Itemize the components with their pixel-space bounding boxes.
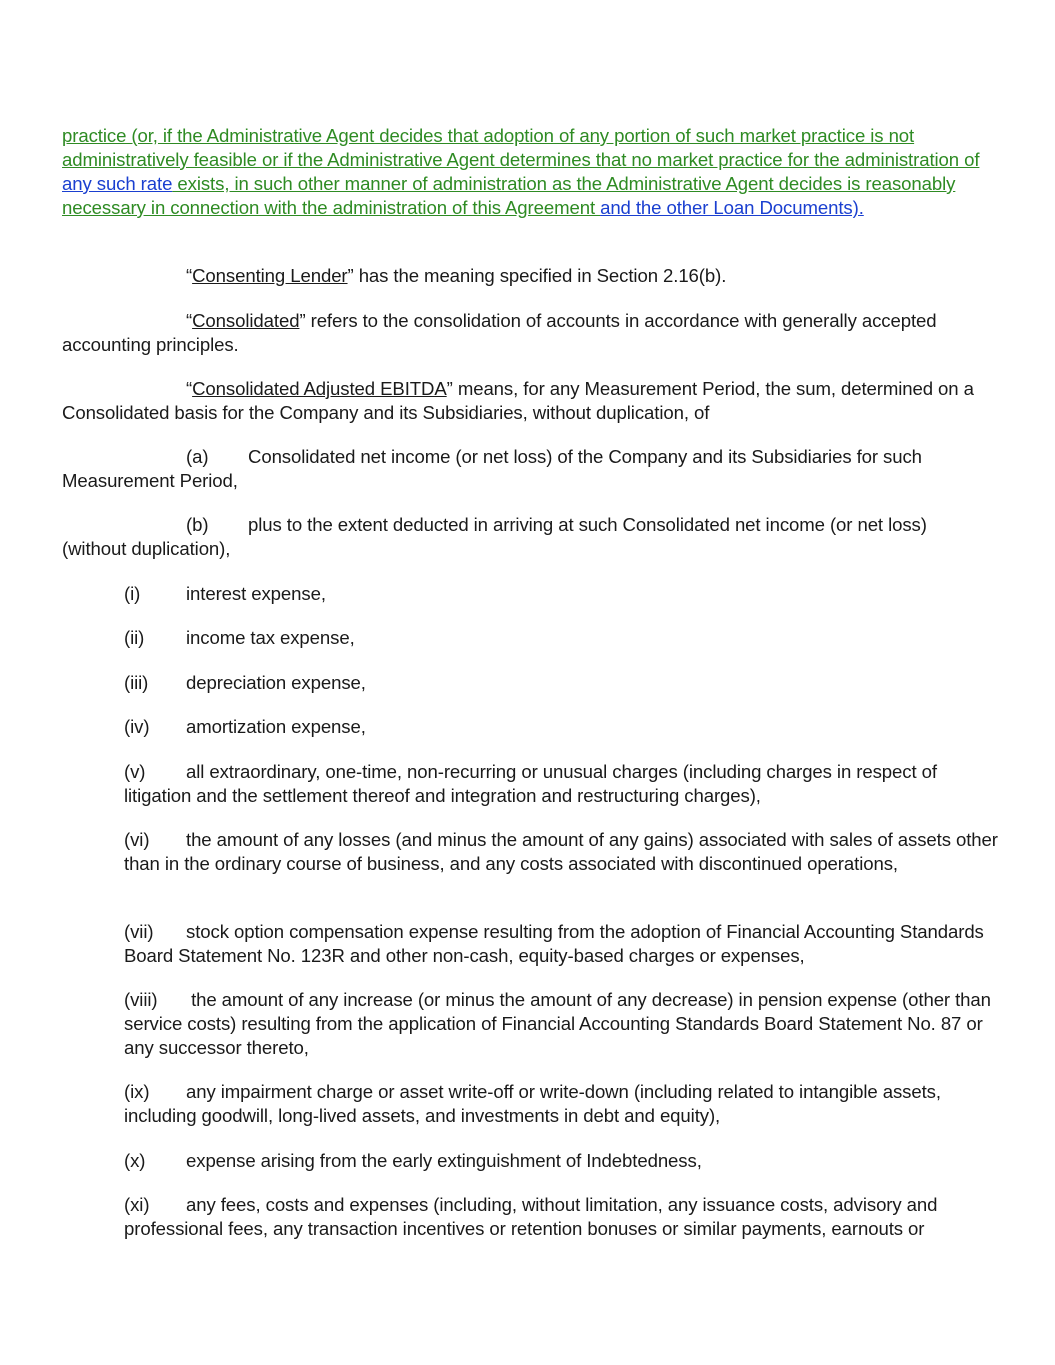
- item-label: (i): [124, 583, 141, 604]
- item-label: (xi): [124, 1194, 150, 1215]
- item-text: the amount of any losses (and minus the amount of any gains) associated with sales of assets other than in the ordinary course of business, and any costs associated with discontinued operations,: [124, 829, 998, 874]
- defined-term: Consolidated Adjusted EBITDA: [192, 378, 447, 399]
- clause-text: Consolidated net income (or net loss) of the Company and its Subsidiaries for such Measurement Period,: [62, 446, 922, 491]
- clause-label: (b): [186, 514, 209, 535]
- item-x: [124, 1149, 999, 1173]
- definition-text: has the meaning specified in Section 2.16(b).: [353, 265, 727, 286]
- item-ii: [124, 626, 999, 650]
- clause-text: plus to the extent deducted in arriving at such Consolidated net income (or net loss) (without duplication),: [62, 514, 927, 559]
- defined-term: Consolidated: [192, 310, 300, 331]
- definition-consolidated: “Consolidated” refers to the consolidation of accounts in accordance with generally accepted accounting principles.: [62, 310, 937, 355]
- tracked-insertion-blue: any such rate: [62, 173, 173, 194]
- intro-paragraph: [62, 124, 992, 220]
- definition-consenting-lender: “Consenting Lender” has the meaning specified in Section 2.16(b).: [186, 265, 727, 286]
- clause-label: (a): [186, 446, 209, 467]
- item-label: (iv): [124, 716, 150, 737]
- item-label: (vi): [124, 829, 150, 850]
- item-xi: [124, 1193, 999, 1241]
- item-label: (viii): [124, 989, 158, 1010]
- item-text: any fees, costs and expenses (including, without limitation, any issuance costs, advisory and professional fees, any transaction incentives or retention bonuses or similar payments, earnouts or: [124, 1194, 938, 1239]
- item-ix: [124, 1080, 999, 1128]
- tracked-insertion-blue: and the other Loan Documents).: [600, 197, 864, 218]
- item-label: (iii): [124, 672, 149, 693]
- item-label: (ii): [124, 627, 145, 648]
- item-text: income tax expense,: [186, 627, 355, 648]
- item-text: stock option compensation expense resulting from the adoption of Financial Accounting Standards Board Statement No. 123R and other non-cash, equity-based charges or expenses,: [124, 921, 984, 966]
- defined-term: Consenting Lender: [192, 265, 348, 286]
- item-label: (vii): [124, 921, 154, 942]
- clause-a: [62, 445, 992, 493]
- clause-b: [62, 513, 992, 561]
- item-text: any impairment charge or asset write-off or write-down (including related to intangible assets, including goodwill, long-lived assets, and investments in debt and equity),: [124, 1081, 941, 1126]
- item-vii: [124, 920, 999, 968]
- definition-consolidated-adjusted-ebitda: “Consolidated Adjusted EBITDA” means, for any Measurement Period, the sum, determined on a Consolidated basis for the Company and its Subsidiaries, without duplication, of: [62, 378, 974, 423]
- item-viii: [124, 988, 999, 1060]
- item-i: [124, 582, 999, 606]
- tracked-insertion-green: practice (or, if the Administrative Agent decides that adoption of any portion of such market practice is not administratively feasible or if the Administrative Agent determines that no market practice for the administration of: [62, 125, 980, 170]
- item-text: all extraordinary, one-time, non-recurring or unusual charges (including charges in respect of litigation and the settlement thereof and integration and restructuring charges),: [124, 761, 937, 806]
- definition-text: means, for any Measurement Period, the sum, determined on a Consolidated basis for the Company and its Subsidiaries, without duplication, of: [62, 378, 974, 423]
- item-v: [124, 760, 999, 808]
- item-iv: [124, 715, 999, 739]
- item-label: (v): [124, 761, 146, 782]
- item-label: (ix): [124, 1081, 150, 1102]
- tracked-insertion-green: exists, in such other manner of administration as the Administrative Agent decides is reasonably necessary in connection with the administration of this Agreement: [62, 173, 956, 218]
- item-text: expense arising from the early extinguishment of Indebtedness,: [186, 1150, 702, 1171]
- item-text: interest expense,: [186, 583, 326, 604]
- item-vi: [124, 828, 999, 876]
- definition-text: refers to the consolidation of accounts in accordance with generally accepted accounting principles.: [62, 310, 937, 355]
- item-label: (x): [124, 1150, 146, 1171]
- item-text: depreciation expense,: [186, 672, 366, 693]
- item-iii: [124, 671, 999, 695]
- item-text: amortization expense,: [186, 716, 366, 737]
- item-text: the amount of any increase (or minus the amount of any decrease) in pension expense (other than service costs) resulting from the application of Financial Accounting Standards Board Statement No. 87 or any successor thereto,: [124, 989, 991, 1058]
